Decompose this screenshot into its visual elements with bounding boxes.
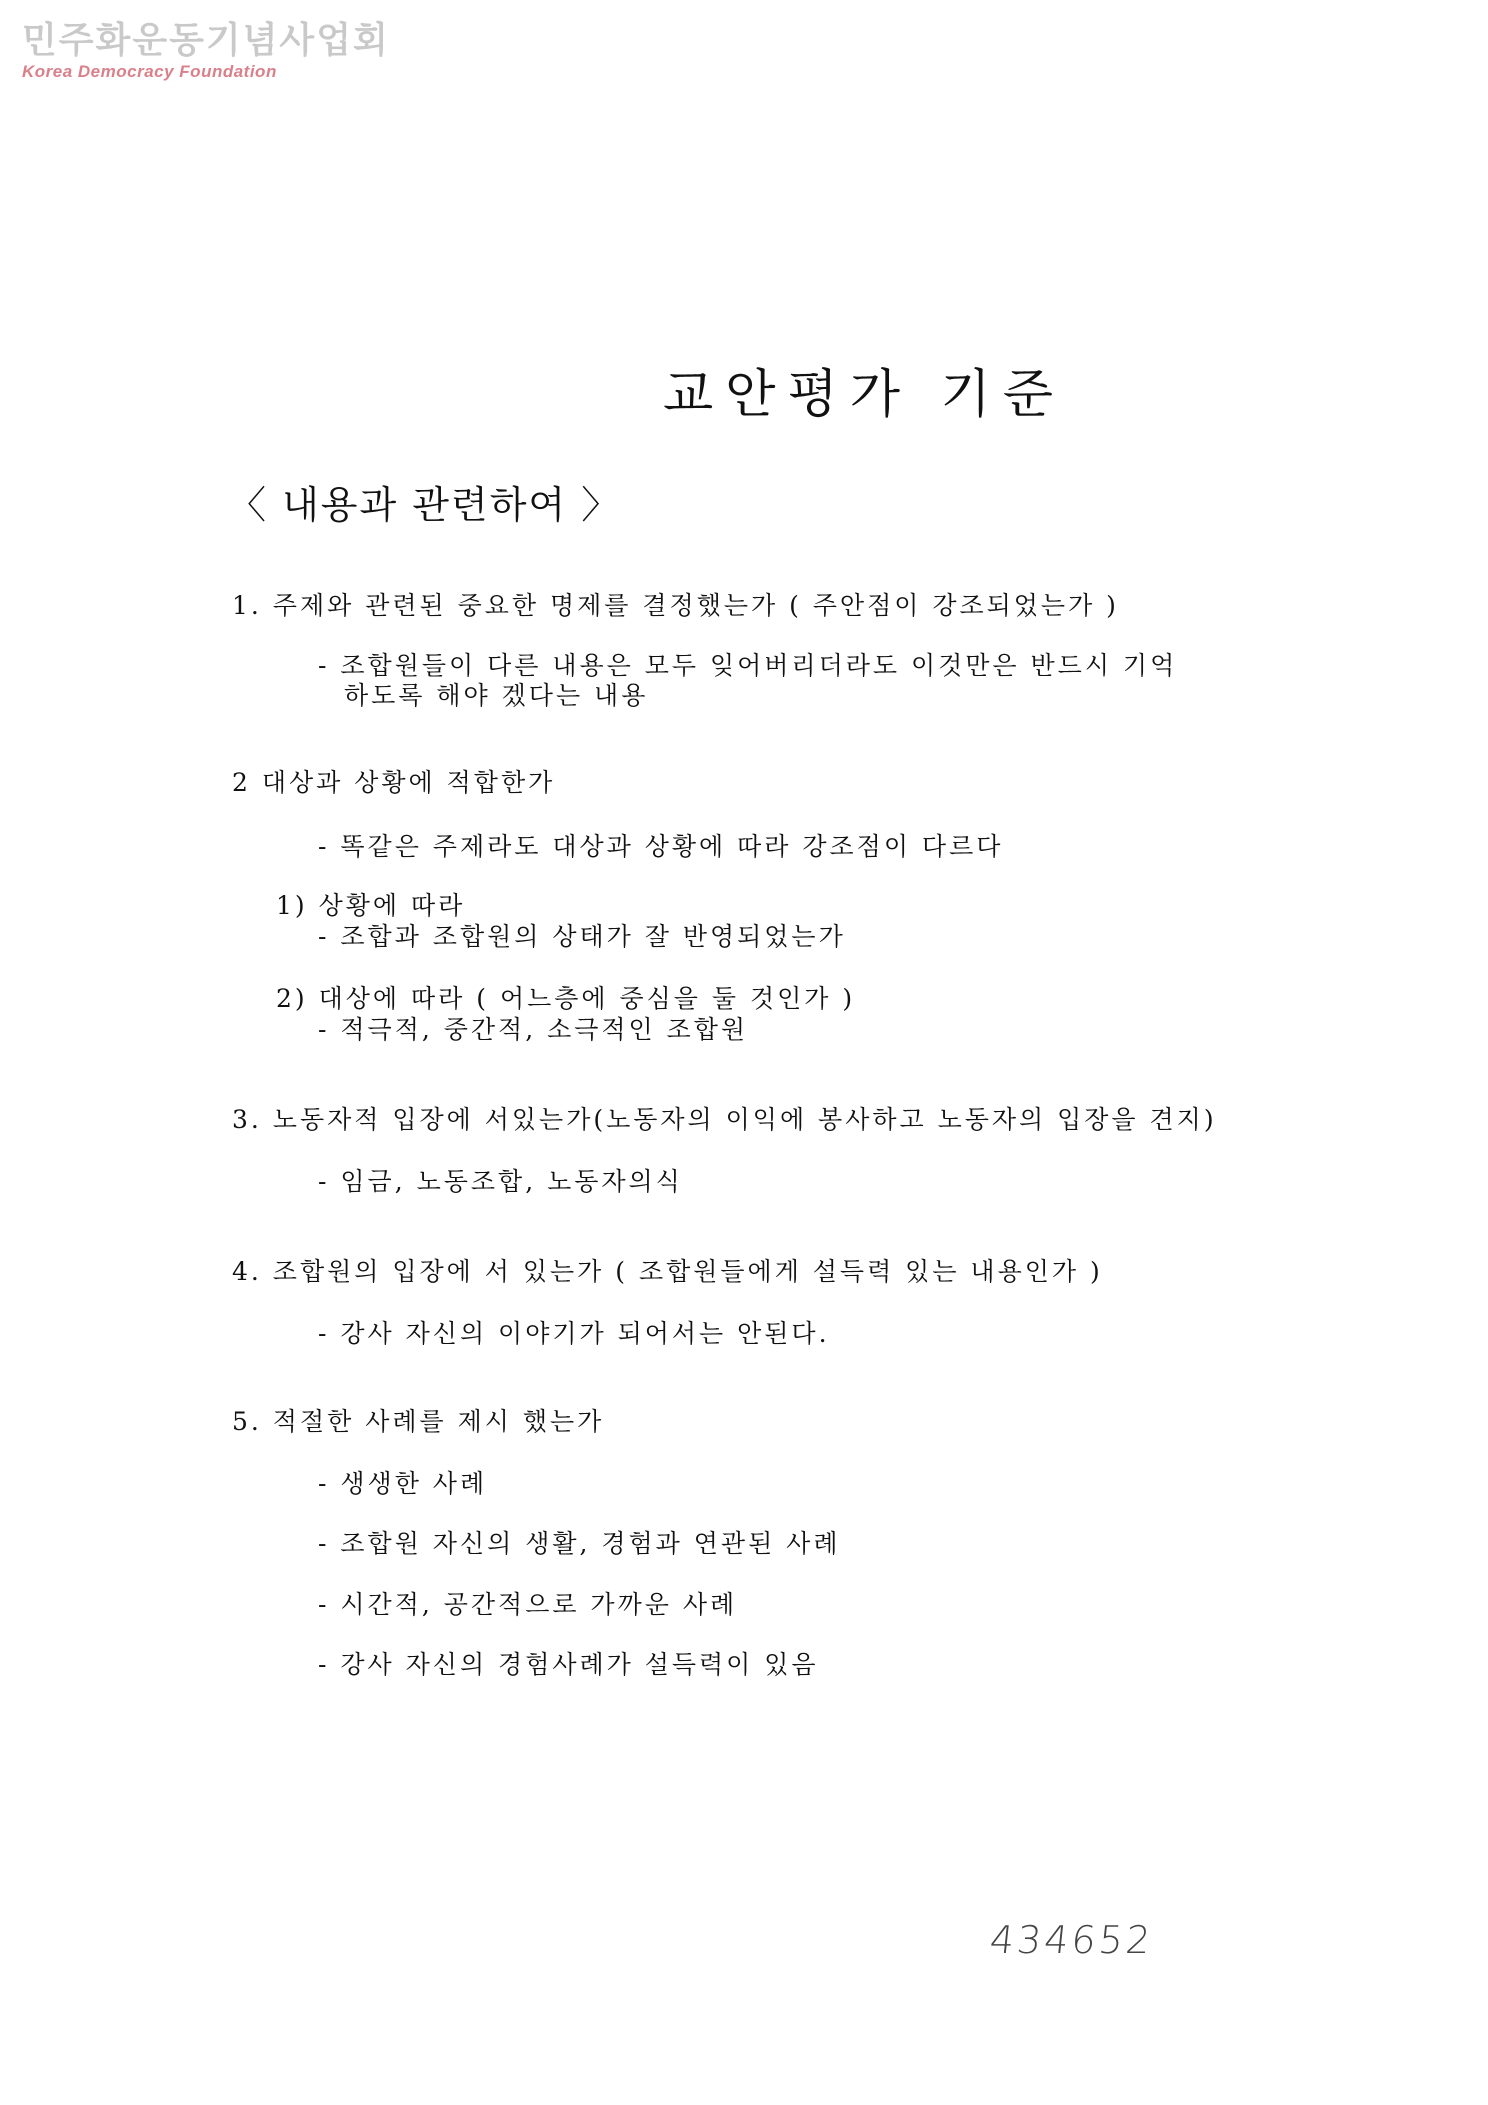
criterion-2-sub-2: 2) 대상에 따라 ( 어느층에 중심을 둘 것인가 ) <box>276 984 856 1013</box>
foundation-logo <box>22 20 390 82</box>
criterion-2-heading: 2 대상과 상황에 적합한가 <box>232 768 556 797</box>
criterion-5-detail-4: - 강사 자신의 경험사례가 설득력이 있음 <box>318 1650 819 1679</box>
criterion-2-sub-1-detail: - 조합과 조합원의 상태가 잘 반영되었는가 <box>318 922 846 951</box>
section-subtitle: 〈 내용과 관련하여 〉 <box>228 483 622 527</box>
criterion-2-detail: - 똑같은 주제라도 대상과 상황에 따라 강조점이 다르다 <box>318 832 1004 861</box>
archive-number: 434652 <box>987 1918 1156 1962</box>
criterion-4-detail: - 강사 자신의 이야기가 되어서는 안된다. <box>318 1319 830 1348</box>
criterion-4-heading: 4. 조합원의 입장에 서 있는가 ( 조합원들에게 설득력 있는 내용인가 ) <box>232 1257 1103 1286</box>
criterion-5-heading: 5. 적절한 사례를 제시 했는가 <box>232 1407 605 1436</box>
criterion-1-heading: 1. 주제와 관련된 중요한 명제를 결정했는가 ( 주안점이 강조되었는가 ) <box>232 591 1119 620</box>
logo-english-text: Korea Democracy Foundation <box>22 62 277 81</box>
criterion-1-detail: - 조합원들이 다른 내용은 모두 잊어버리더라도 이것만은 반드시 기억 <box>318 651 1178 680</box>
document-title: 교안평가 기준 <box>663 365 1065 425</box>
criterion-2-sub-2-detail: - 적극적, 중간적, 소극적인 조합원 <box>318 1015 749 1044</box>
criterion-3-heading: 3. 노동자적 입장에 서있는가(노동자의 이익에 봉사하고 노동자의 입장을 견지) <box>232 1105 1217 1134</box>
criterion-5-detail-3: - 시간적, 공간적으로 가까운 사례 <box>318 1590 738 1619</box>
criterion-5-detail-1: - 생생한 사례 <box>318 1469 488 1498</box>
criterion-2-sub-1: 1) 상황에 따라 <box>276 891 466 920</box>
criterion-1-detail-cont: 하도록 해야 겠다는 내용 <box>344 681 649 710</box>
criterion-3-detail: - 임금, 노동조합, 노동자의식 <box>318 1167 683 1196</box>
criterion-5-detail-2: - 조합원 자신의 생활, 경험과 연관된 사례 <box>318 1529 841 1558</box>
logo-korean-text: 민주화운동기념사업회 <box>22 20 390 61</box>
